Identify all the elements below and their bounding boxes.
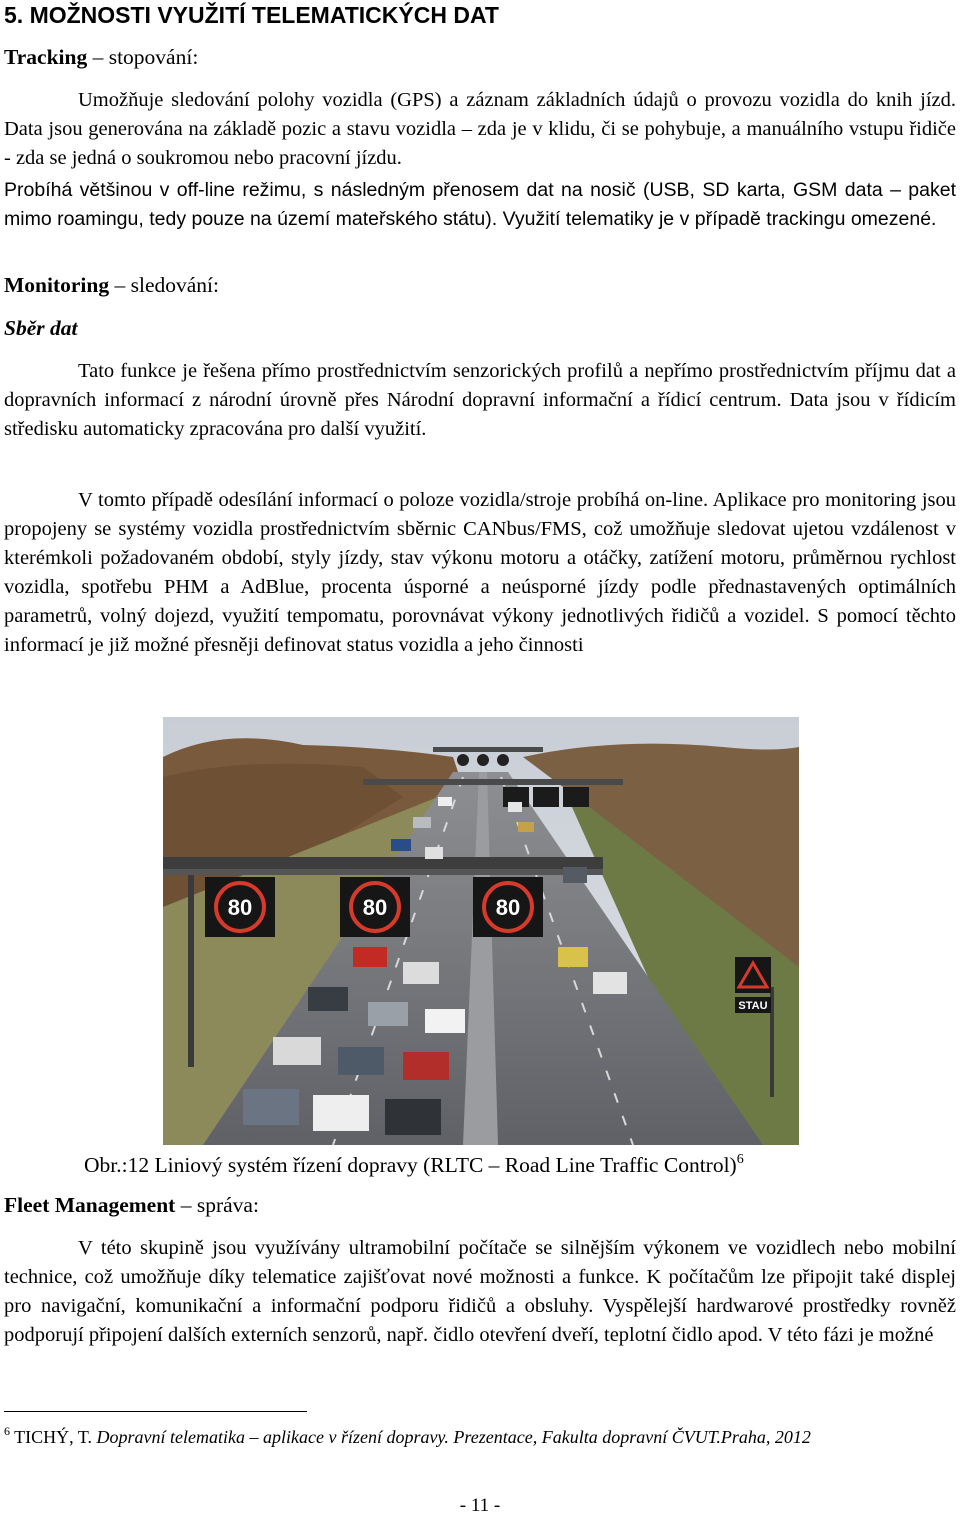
footnote-rule	[4, 1411, 307, 1412]
figure-caption-text: Obr.:12 Liniový systém řízení dopravy (RLTC – Road Line Traffic Control)	[84, 1153, 737, 1177]
fleet-title: Fleet Management	[4, 1193, 176, 1217]
speed-sign-2	[340, 877, 410, 937]
page-number: - 11 -	[459, 1495, 501, 1516]
fleet-subheading	[4, 1193, 259, 1218]
speed-sign-3	[473, 877, 543, 937]
caption-footnote-ref: 6	[736, 1152, 744, 1167]
footnote-number: 6	[4, 1424, 10, 1438]
tracking-paragraph-2: Probíhá většinou v off-line režimu, s následným přenosem dat na nosič (USB, SD karta, GSM data – paket mimo roamingu, tedy pouze na území mateřského státu). Využití telematiky je v případě trackingu omezené.	[4, 179, 956, 230]
tracking-title: Tracking	[4, 45, 88, 69]
tracking-subheading	[4, 45, 198, 70]
data-collection-subtitle: Sběr dat	[4, 316, 78, 340]
fleet-paragraph-1-text: V této skupině jsou využívány ultramobilní počítače se silnějším výkonem ve vozidlech nebo mobilní technice, což umožňuje díky telematice zajišťovat nové možnosti a funkce. K počítačům lze připojit také displej pro navigační, komunikační a informační podporu řidičů a obsluhy. Vyspělejší hardwarové prostředky rovněž podporují připojení dalších externích senzorů, např. čidlo otevření dveří, teplotní čidlo apod. V této fázi je možné	[4, 1237, 956, 1346]
tracking-paragraph-1	[4, 86, 956, 173]
svg-text:80: 80	[362, 895, 388, 920]
highway-traffic-photo	[163, 717, 799, 1145]
footnote	[4, 1424, 811, 1448]
monitoring-paragraph-2-text: V tomto případě odesílání informací o poloze vozidla/stroje probíhá on-line. Aplikace pro monitoring jsou propojeny se systémy vozidla prostřednictvím sběrnic CANbus/FMS, což umožňuje sledovat ujetou vzdálenost v kterémkoli požadovaném období, styly jízdy, stav výkonu motoru a otáčky, zatížení motoru, průměrnou rychlost vozidla, spotřebu PHM a AdBlue, procenta úsporné a neúsporné jízdy podle přednastavených optimálních parametrů, volný dojezd, využití tempomatu, porovnávat výkony jednotlivých řidičů a vozidel. S pomocí těchto informací je již možné přesněji definovat status vozidla a jeho činnosti	[4, 489, 956, 656]
speed-sign-1	[205, 877, 275, 937]
monitoring-title-rest: – sledování:	[109, 273, 219, 297]
monitoring-paragraph-1-text: Tato funkce je řešena přímo prostřednictvím senzorických profilů a nepřímo prostřednictvím příjmu dat a dopravních informací z národní úrovně přes Národní dopravní informační a řídicí centrum. Data jsou v řídicím středisku automaticky zpracována pro další využití.	[4, 360, 956, 440]
highway-illustration	[163, 717, 799, 1145]
monitoring-subheading	[4, 273, 219, 298]
fleet-title-rest: – správa:	[175, 1193, 259, 1217]
footnote-author: TICHÝ, T.	[10, 1427, 97, 1447]
svg-text:80: 80	[495, 895, 521, 920]
monitoring-paragraph-1	[4, 357, 956, 444]
section-heading: 5. MOŽNOSTI VYUŽITÍ TELEMATICKÝCH DAT	[4, 2, 499, 28]
tracking-title-rest: – stopování:	[87, 45, 199, 69]
figure-caption	[84, 1152, 744, 1178]
monitoring-paragraph-2	[4, 486, 956, 660]
svg-text:STAU: STAU	[738, 1000, 768, 1012]
monitoring-title: Monitoring	[4, 273, 110, 297]
footnote-citation: Dopravní telematika – aplikace v řízení dopravy. Prezentace, Fakulta dopravní ČVUT.Praha, 2012	[96, 1427, 811, 1447]
fleet-paragraph-1	[4, 1234, 956, 1350]
tracking-paragraph-1-text: Umožňuje sledování polohy vozidla (GPS) a záznam základních údajů o provozu vozidla do knih jízd. Data jsou generována na základě pozic a stavu vozidla – zda je v klidu, či se pohybuje, a manuálního vstupu řidiče - zda se jedná o soukromou nebo pracovní jízdu.	[4, 89, 956, 169]
svg-text:80: 80	[227, 895, 253, 920]
